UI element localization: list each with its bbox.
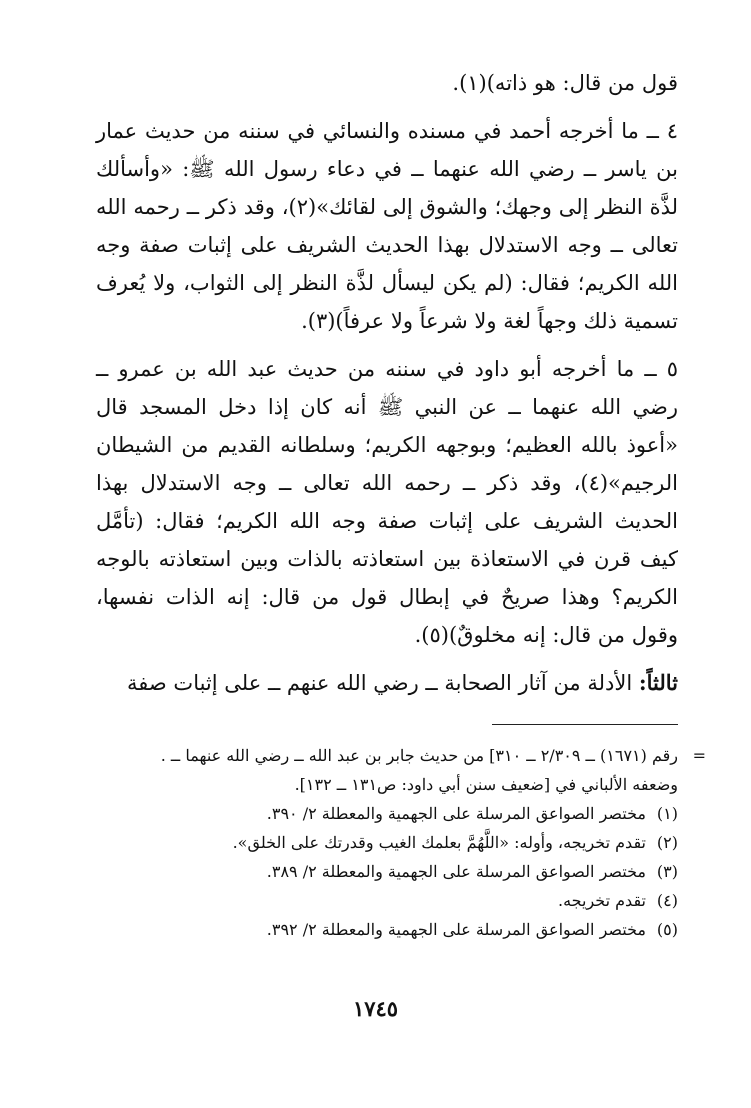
footnote-item	[96, 828, 678, 857]
section-heading-third: ثالثاً:	[638, 670, 678, 695]
page-number: ١٧٤٥	[352, 996, 399, 1021]
footnote-number: (٥)	[656, 920, 678, 939]
paragraph-evidence-4: ٤ ــ ما أخرجه أحمد في مسنده والنسائي في سننه من حديث عمار بن ياسر ــ رضي الله عنهما ــ في دعاء رسول الله ﷺ: «وأسألك لذَّة النظر إلى وجهك؛ والشوق إلى لقائك»(٢)، وقد ذكر ــ رحمه الله تعالى ــ وجه الاستدلال بهذا الحديث الشريف على إثبات صفة وجه الله الكريم؛ فقال: (لم يكن ليسأل لذَّة النظر إلى الثواب، ولا يُعرف تسمية ذلك وجهاً لغة ولا شرعاً ولا عرفاً)(٣).	[96, 119, 679, 333]
footnote-item	[96, 886, 678, 915]
section-text-third: الأدلة من آثار الصحابة ــ رضي الله عنهم ــ على إثبات صفة	[127, 671, 639, 695]
footnotes	[96, 741, 706, 944]
footnote-text: تقدم تخريجه، وأوله: «اللَّهُمَّ بعلمك الغيب وقدرتك على الخلق».	[232, 833, 646, 852]
footnote-continuation-grading: وضعفه الألباني في [ضعيف سنن أبي داود: ص١٣١ ــ ١٣٢].	[294, 775, 678, 794]
footnote-text: مختصر الصواعق المرسلة على الجهمية والمعطلة ٢/ ٣٨٩.	[266, 862, 646, 881]
continuation-mark: =	[692, 746, 706, 765]
footnote-separator	[96, 724, 678, 725]
paragraph-continuation: قول من قال: هو ذاته)(١).	[452, 71, 678, 95]
footnote-item	[96, 857, 678, 886]
footnote-continuation-text: رقم (١٦٧١) ــ ٢/٣٠٩ ــ ٣١٠] من حديث جابر بن عبد الله ــ رضي الله عنهما ــ .	[160, 746, 678, 765]
footnote-text: مختصر الصواعق المرسلة على الجهمية والمعطلة ٢/ ٣٩٠.	[266, 804, 646, 823]
footnote-text: مختصر الصواعق المرسلة على الجهمية والمعطلة ٢/ ٣٩٢.	[266, 920, 646, 939]
footnote-continuation	[96, 741, 706, 770]
footnote-number: (١)	[656, 804, 678, 823]
footnote-number: (٤)	[656, 891, 678, 910]
footnote-number: (٢)	[656, 833, 678, 852]
paragraph-evidence-5: ٥ ــ ما أخرجه أبو داود في سننه من حديث عبد الله بن عمرو ــ رضي الله عنهما ــ عن النبي ﷺ أنه كان إذا دخل المسجد قال «أعوذ بالله العظيم؛ وبوجهه الكريم؛ وسلطانه القديم من الشيطان الرجيم»(٤)، وقد ذكر ــ رحمه الله تعالى ــ وجه الاستدلال بهذا الحديث الشريف على إثبات صفة وجه الله الكريم؛ فقال: (تأمَّل كيف قرن في الاستعاذة بين استعاذته بالذات وبين استعاذته بالوجه الكريم؟ وهذا صريحٌ في إبطال قول من قال: إنه الذات نفسها، وقول من قال: إنه مخلوقٌ)(٥).	[96, 357, 678, 647]
footnote-number: (٣)	[656, 862, 678, 881]
footnote-item	[96, 799, 678, 828]
footnote-item	[96, 915, 678, 944]
page-body	[96, 64, 706, 944]
paragraph-section-third	[96, 664, 678, 702]
footnote-text: تقدم تخريجه.	[558, 891, 646, 910]
